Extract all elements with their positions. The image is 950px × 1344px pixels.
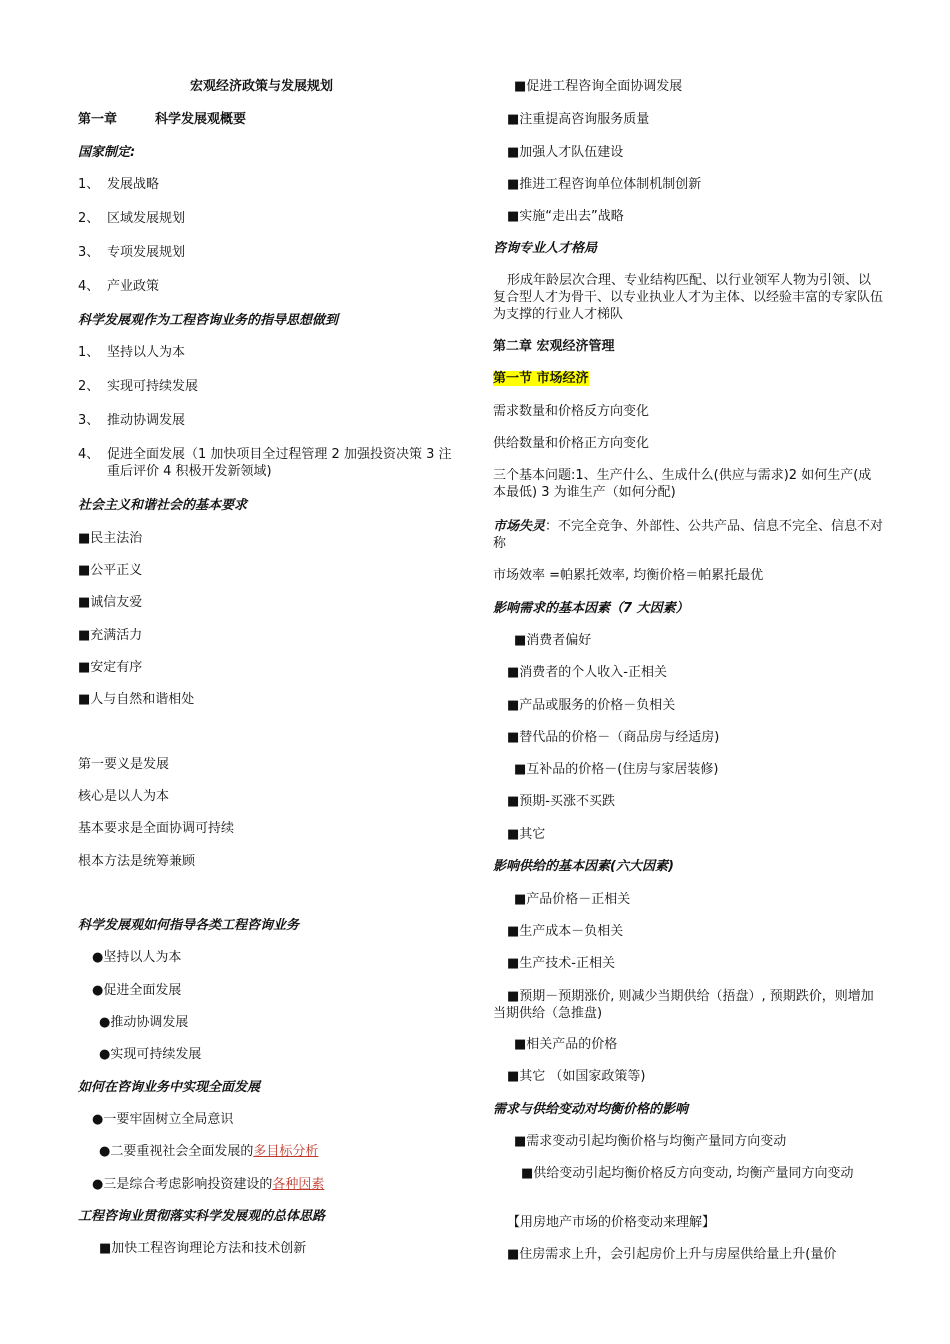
list-item: ■实施“走出去”战略 [507, 209, 624, 224]
list-item: ■充满活力 [78, 628, 143, 643]
section-state-heading: 国家制定: [78, 145, 136, 160]
section-thinking-heading: 工程咨询业贯彻落实科学发展观的总体思路 [78, 1209, 326, 1224]
list-item: ■供给变动引起均衡价格反方向变动, 均衡产量同方向变动 [521, 1166, 854, 1181]
list-item: ■需求变动引起均衡价格与均衡产量同方向变动 [514, 1134, 787, 1149]
chapter-1-label: 第一章 [78, 112, 118, 127]
list-item: 3、 推动协调发展 [78, 413, 186, 428]
list-item: ■其它 [507, 827, 546, 842]
section-supply-heading: 影响供给的基本因素(六大因素) [493, 859, 674, 874]
list-item: 1、 发展战略 [78, 177, 160, 192]
market-line: 供给数量和价格正方向变化 [493, 436, 650, 451]
list-item: 1、 坚持以人为本 [78, 345, 186, 360]
list-item: ■预期-买涨不买跌 [507, 794, 615, 809]
list-item: ■互补品的价格－(住房与家居装修) [514, 762, 719, 777]
list-item: ●推动协调发展 [99, 1015, 189, 1030]
section-market-heading: 第一节 市场经济 [493, 371, 589, 386]
factors-link[interactable]: 各种因素 [272, 1177, 325, 1192]
three-problems-paragraph: 三个基本问题:1、生产什么、生成什么(供应与需求)2 如何生产(成本最低) 3 为谁生产（如何分配) [493, 468, 872, 500]
list-item: ■预期－预期涨价, 则减少当期供给（捂盘）, 预期跌价，则增加当期供给（急推盘) [493, 989, 874, 1021]
list-item: ■加快工程咨询理论方法和技术创新 [99, 1241, 307, 1256]
list-item: ■加强人才队伍建设 [507, 145, 624, 160]
section-change-heading: 需求与供给变动对均衡价格的影响 [493, 1102, 689, 1117]
section-harmony-heading: 社会主义和谐社会的基本要求 [78, 498, 248, 513]
list-item: ■注重提高咨询服务质量 [507, 112, 650, 127]
market-efficiency-line: 市场效率 =帕累托效率, 均衡价格＝帕累托最优 [493, 568, 764, 583]
list-item: 3、 专项发展规划 [78, 245, 186, 260]
section-talent-heading: 咨询专业人才格局 [493, 241, 598, 256]
market-line: 需求数量和价格反方向变化 [493, 404, 650, 419]
list-item: ■公平正义 [78, 563, 143, 578]
chapter-1-heading [78, 111, 246, 128]
list-item: ■替代品的价格－（商品房与经适房) [507, 730, 720, 745]
list-item: ■产品价格－正相关 [514, 892, 631, 907]
list-item: 2、 实现可持续发展 [78, 379, 199, 394]
chapter-2-heading: 第二章 宏观经济管理 [493, 339, 615, 354]
chapter-1-name: 科学发展观概要 [155, 112, 247, 127]
list-item: ■生产成本－负相关 [507, 924, 624, 939]
list-item: ■住房需求上升，会引起房价上升与房屋供给量上升(量价 [507, 1247, 837, 1262]
list-item: ●坚持以人为本 [92, 950, 182, 965]
market-failure-paragraph: 市场失灵：不完全竞争、外部性、公共产品、信息不完全、信息不对称 [493, 519, 884, 551]
bracket-note: 【用房地产市场的价格变动来理解】 [507, 1215, 716, 1230]
multi-goal-link[interactable]: 多目标分析 [253, 1144, 319, 1159]
document-title: 宏观经济政策与发展规划 [190, 79, 334, 94]
list-item: ■安定有序 [78, 660, 143, 675]
list-item: ■人与自然和谐相处 [78, 692, 195, 707]
list-item: ●实现可持续发展 [99, 1047, 202, 1062]
list-item: ■相关产品的价格 [514, 1037, 618, 1052]
list-item: ■民主法治 [78, 531, 143, 546]
list-item: 4、 促进全面发展（1 加快项目全过程管理 2 加强投资决策 3 注重后评价 4 积极开发新领域) [78, 447, 452, 479]
list-item: ■消费者的个人收入-正相关 [507, 665, 667, 680]
list-item: ●二要重视社会全面发展的多目标分析 [99, 1144, 319, 1159]
list-item: ●促进全面发展 [92, 983, 182, 998]
core-line: 根本方法是统筹兼顾 [78, 854, 196, 869]
list-item: ■生产技术-正相关 [507, 956, 615, 971]
talent-paragraph: 形成年龄层次合理、专业结构匹配、以行业领军人物为引领、以复合型人才为骨干、以专业执业人才为主体、以经验丰富的专家队伍为支撑的行业人才梯队 [493, 273, 884, 322]
list-item: ■产品或服务的价格－负相关 [507, 698, 676, 713]
list-item: ■推进工程咨询单位体制机制创新 [507, 177, 702, 192]
section-demand-heading: 影响需求的基本因素（7 大因素） [493, 601, 689, 616]
core-line: 第一要义是发展 [78, 757, 170, 772]
section-realize-heading: 如何在咨询业务中实现全面发展 [78, 1080, 261, 1095]
list-item: ■促进工程咨询全面协调发展 [514, 79, 683, 94]
list-item: 2、 区域发展规划 [78, 211, 186, 226]
list-item: ■消费者偏好 [514, 633, 592, 648]
list-item: 4、 产业政策 [78, 279, 160, 294]
list-item: ■诚信友爱 [78, 595, 143, 610]
list-item: ■其它 （如国家政策等) [507, 1069, 646, 1084]
section-guide-heading: 科学发展观作为工程咨询业务的指导思想做到 [78, 313, 339, 328]
list-item: ●三是综合考虑影响投资建设的各种因素 [92, 1177, 325, 1192]
core-line: 基本要求是全面协调可持续 [78, 821, 235, 836]
section-howguide-heading: 科学发展观如何指导各类工程咨询业务 [78, 918, 300, 933]
list-item: ●一要牢固树立全局意识 [92, 1112, 234, 1127]
core-line: 核心是以人为本 [78, 789, 170, 804]
